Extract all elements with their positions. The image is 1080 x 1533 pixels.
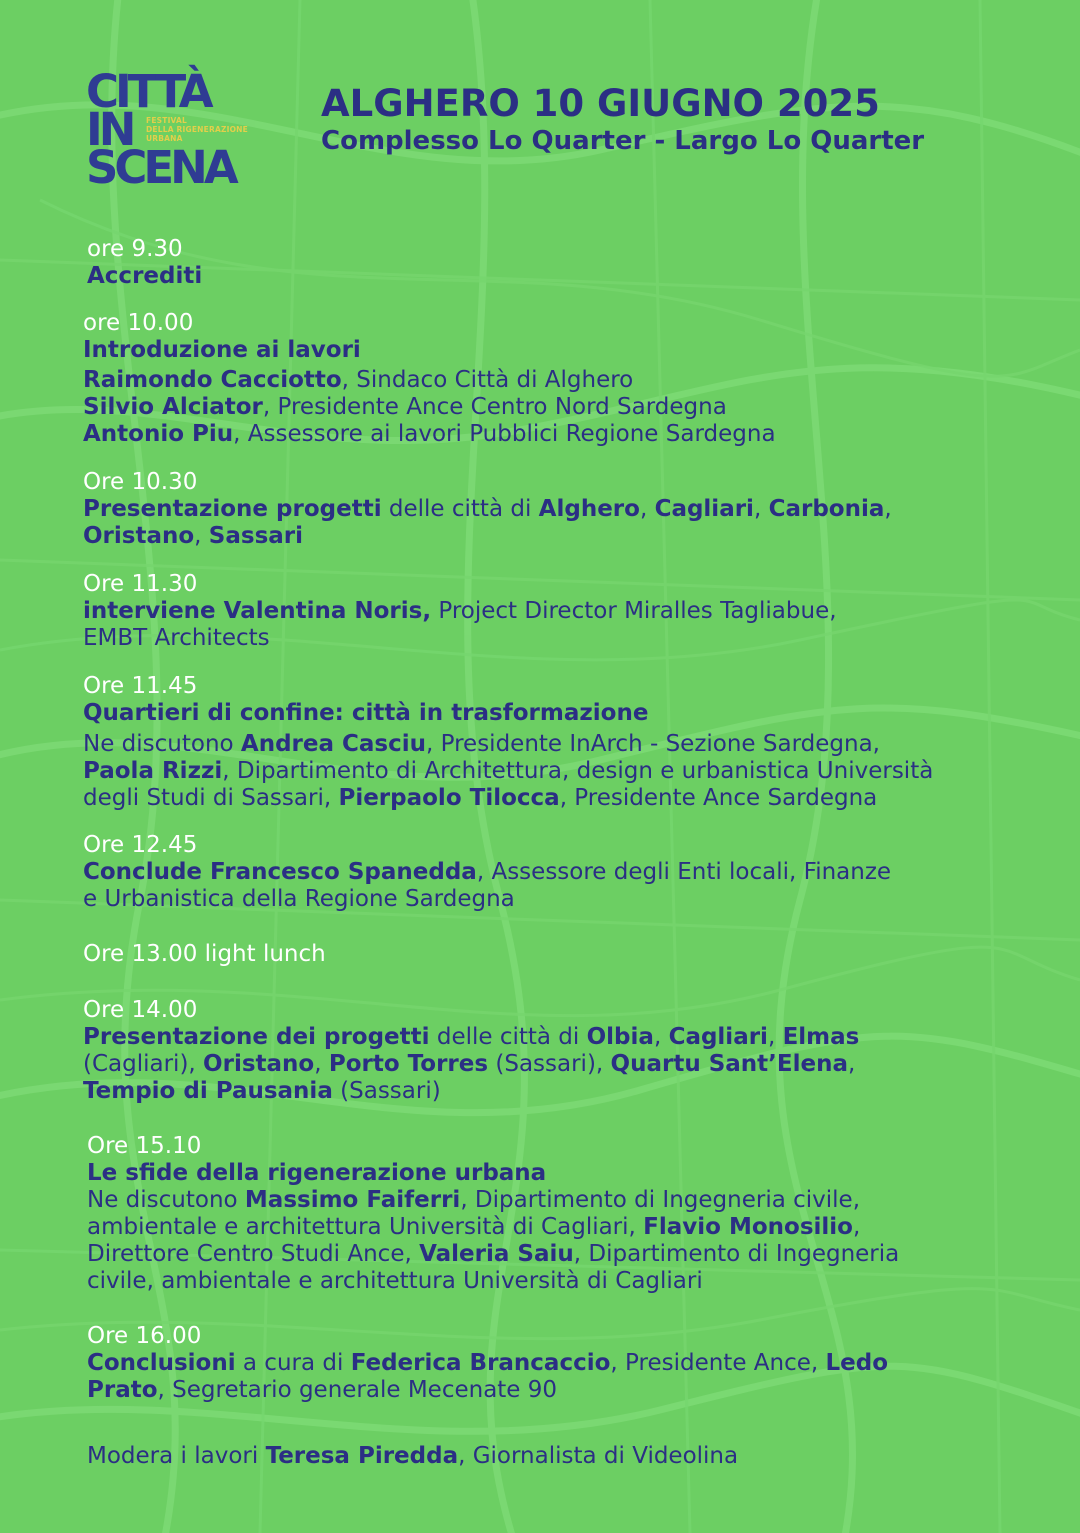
speaker-role: civile, ambientale e architettura Università di Cagliari <box>87 1268 703 1294</box>
session-accrediti <box>87 236 202 290</box>
speaker-name: Raimondo Cacciotto <box>83 367 342 393</box>
festival-logo <box>86 65 261 194</box>
separator: , <box>852 1214 861 1240</box>
speaker-name: Prato <box>87 1377 158 1403</box>
session-text: Ne discutono <box>83 731 241 757</box>
session-time: Ore 10.30 <box>83 469 198 495</box>
separator: , <box>848 1051 856 1077</box>
city-name: Cagliari <box>654 496 754 522</box>
logo-tagline-1: FESTIVAL <box>146 116 188 125</box>
speaker-name: Valeria Saiu <box>419 1241 574 1267</box>
speaker-role: , Segretario generale Mecenate 90 <box>157 1377 558 1403</box>
session-introduzione <box>83 310 776 448</box>
session-time: Ore 11.45 <box>83 673 198 699</box>
session-title: Introduzione ai lavori <box>83 337 361 363</box>
speaker-role: , Dipartimento di Ingegneria <box>573 1241 900 1267</box>
session-title: Le sfide della rigenerazione urbana <box>87 1160 547 1186</box>
city-name: Porto Torres <box>328 1051 489 1077</box>
session-title: interviene Valentina Noris, <box>83 598 432 624</box>
speaker-role: , Dipartimento di Ingegneria civile, <box>460 1187 861 1213</box>
separator: , <box>639 496 655 522</box>
speaker-name: Ledo <box>825 1350 889 1376</box>
session-quartieri-confine <box>83 673 933 812</box>
event-header <box>321 84 924 158</box>
session-time: Ore 16.00 <box>87 1323 202 1349</box>
speaker-role: EMBT Architects <box>83 625 270 651</box>
session-text: (Sassari), <box>488 1051 611 1077</box>
session-text: Ne discutono <box>87 1187 245 1213</box>
separator: , <box>653 1024 669 1050</box>
session-conclude-spanedda <box>83 832 891 913</box>
speaker-name: Silvio Alciator <box>83 394 263 420</box>
event-title: ALGHERO 10 GIUGNO 2025 <box>321 82 880 125</box>
separator: , <box>314 1051 329 1077</box>
speaker-name: Antonio Piu <box>83 421 234 447</box>
city-name: Carbonia <box>768 496 885 522</box>
session-conclusioni <box>87 1323 888 1404</box>
session-time: Ore 15.10 <box>87 1133 202 1159</box>
speaker-role: Direttore Centro Studi Ance, <box>87 1241 420 1267</box>
moderator-role: , Giornalista di Videolina <box>458 1443 739 1469</box>
session-light-lunch <box>83 941 326 968</box>
session-title: Quartieri di confine: città in trasformazione <box>83 700 649 726</box>
moderator-line <box>87 1443 738 1470</box>
moderator-name: Teresa Piredda <box>265 1443 459 1469</box>
speaker-role: e Urbanistica della Regione Sardegna <box>83 886 515 912</box>
session-text: delle città di <box>381 496 539 522</box>
speaker-role: , Presidente Ance Sardegna <box>559 785 878 811</box>
session-title: Accrediti <box>87 263 203 289</box>
speaker-name: Paola Rizzi <box>83 758 223 784</box>
speaker-role: , Sindaco Città di Alghero <box>341 367 634 393</box>
separator: , <box>767 1024 783 1050</box>
speaker-role: Project Director Miralles Tagliabue, <box>431 598 837 624</box>
session-presentazione-progetti <box>83 469 892 550</box>
session-title: Presentazione progetti <box>83 496 382 522</box>
separator: , <box>194 523 209 549</box>
speaker-role: , Assessore ai lavori Pubblici Regione Sardegna <box>233 421 776 447</box>
speaker-name: Flavio Monosilio <box>643 1214 853 1240</box>
logo-tagline-2: DELLA RIGENERAZIONE <box>146 125 248 134</box>
session-sfide-rigenerazione <box>87 1133 899 1295</box>
session-text: (Sassari) <box>332 1078 441 1104</box>
session-text: (Cagliari), <box>83 1051 204 1077</box>
session-intervento-noris <box>83 571 837 652</box>
separator: , <box>884 496 892 522</box>
speaker-name: Pierpaolo Tilocca <box>338 785 560 811</box>
city-name: Olbia <box>586 1024 654 1050</box>
session-time: ore 10.00 <box>83 310 194 336</box>
speaker-role: , Presidente InArch - Sezione Sardegna, <box>426 731 880 757</box>
session-text: delle città di <box>429 1024 587 1050</box>
city-name: Oristano <box>83 523 195 549</box>
city-name: Elmas <box>782 1024 860 1050</box>
city-name: Quartu Sant’Elena <box>610 1051 848 1077</box>
session-title: Presentazione dei progetti <box>83 1024 430 1050</box>
separator: , <box>753 496 769 522</box>
moderator-text: Modera i lavori <box>87 1443 266 1469</box>
city-name: Tempio di Pausania <box>83 1078 333 1104</box>
speaker-role: , Assessore degli Enti locali, Finanze <box>476 859 892 885</box>
session-time: Ore 12.45 <box>83 832 198 858</box>
speaker-role: , Presidente Ance, <box>610 1350 826 1376</box>
speaker-role: ambientale e architettura Università di Cagliari, <box>87 1214 644 1240</box>
speaker-name: Massimo Faiferri <box>244 1187 461 1213</box>
logo-line-1: CITTÀ <box>86 65 210 118</box>
speaker-role: , Dipartimento di Architettura, design e urbanistica Università <box>222 758 934 784</box>
logo-line-2: IN <box>86 103 133 156</box>
logo-line-3: SCENA <box>86 141 235 194</box>
session-presentazione-dei-progetti <box>83 997 859 1105</box>
event-venue: Complesso Lo Quarter - Largo Lo Quarter <box>321 126 925 156</box>
session-time: ore 9.30 <box>87 236 183 262</box>
speaker-role: , Presidente Ance Centro Nord Sardegna <box>262 394 727 420</box>
speaker-name: Federica Brancaccio <box>350 1350 611 1376</box>
session-title: Conclude Francesco Spanedda <box>83 859 477 885</box>
speaker-role: degli Studi di Sassari, <box>83 785 339 811</box>
session-time: Ore 13.00 light lunch <box>83 941 326 967</box>
session-text: a cura di <box>235 1350 351 1376</box>
logo-tagline <box>146 116 248 143</box>
city-name: Alghero <box>538 496 640 522</box>
session-title: Conclusioni <box>87 1350 236 1376</box>
city-name: Sassari <box>208 523 304 549</box>
speaker-name: Andrea Casciu <box>240 731 427 757</box>
city-name: Cagliari <box>668 1024 768 1050</box>
logo-tagline-3: URBANA <box>146 134 183 143</box>
city-name: Oristano <box>203 1051 315 1077</box>
session-time: Ore 14.00 <box>83 997 198 1023</box>
session-time: Ore 11.30 <box>83 571 198 597</box>
